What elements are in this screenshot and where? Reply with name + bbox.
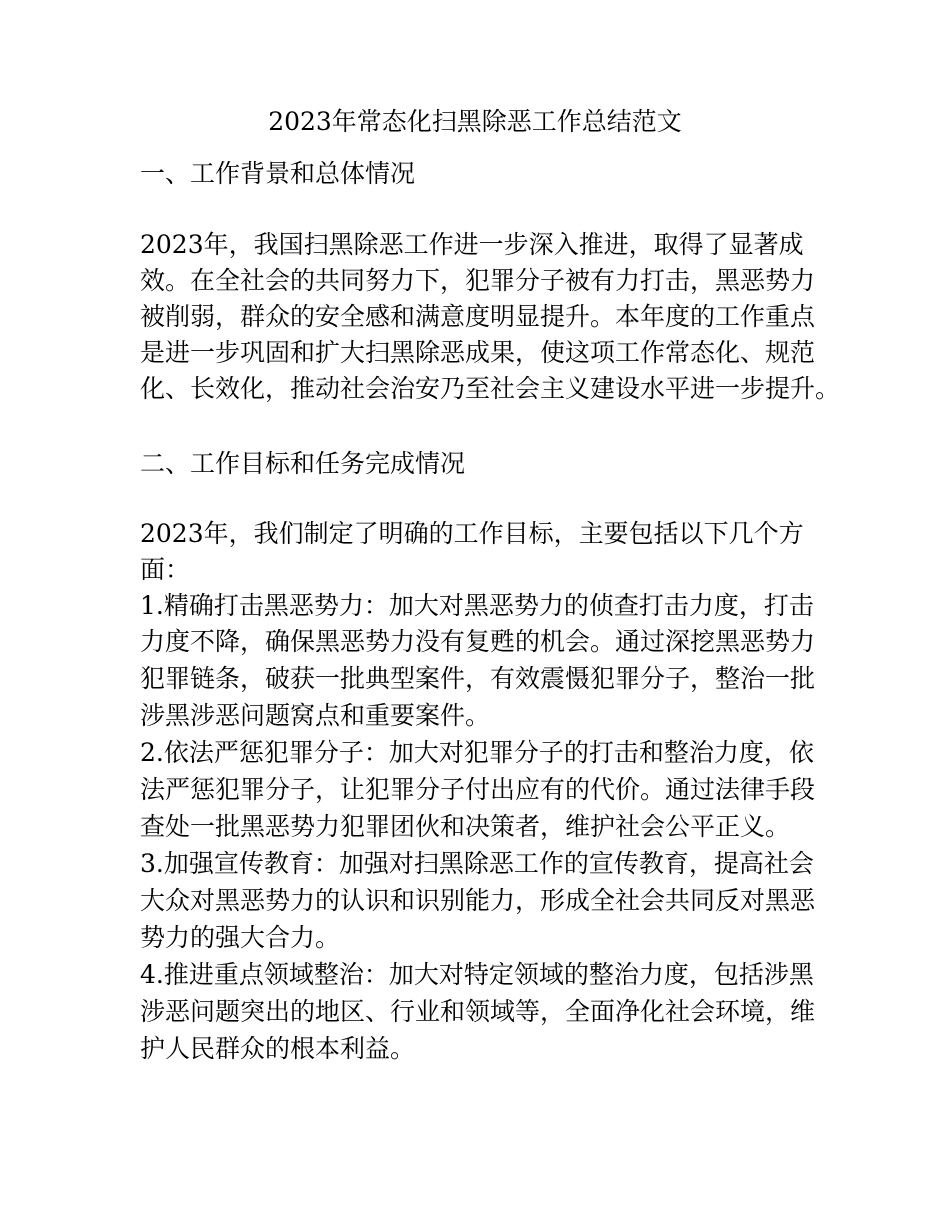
list-item-line: 2.依法严惩犯罪分子：加大对犯罪分子的打击和整治力度，依 <box>140 738 814 767</box>
paragraph-line: 化、长效化，推动社会治安乃至社会主义建设水平进一步提升。 <box>140 374 841 403</box>
section-heading-2: 二、工作目标和任务完成情况 <box>140 449 466 478</box>
list-item-line: 涉黑涉恶问题窝点和重要案件。 <box>140 701 491 730</box>
list-item-line: 4.推进重点领域整治：加大对特定领域的整治力度，包括涉黑 <box>140 960 814 989</box>
list-item-line: 犯罪链条，破获一批典型案件，有效震慑犯罪分子，整治一批 <box>140 664 816 693</box>
paragraph-line: 效。在全社会的共同努力下，犯罪分子被有力打击，黑恶势力 <box>140 266 816 295</box>
paragraph-line: 是进一步巩固和扩大扫黑除恶成果，使这项工作常态化、规范 <box>140 338 816 367</box>
list-item-line: 3.加强宣传教育：加强对扫黑除恶工作的宣传教育，提高社会 <box>140 849 814 878</box>
paragraph-line: 2023年，我们制定了明确的工作目标，主要包括以下几个方 <box>140 519 804 548</box>
paragraph-line: 面： <box>140 555 191 584</box>
list-item-line: 力度不降，确保黑恶势力没有复甦的机会。通过深挖黑恶势力 <box>140 627 816 656</box>
list-item-line: 查处一批黑恶势力犯罪团伙和决策者，维护社会公平正义。 <box>140 812 791 841</box>
section-heading-1: 一、工作背景和总体情况 <box>140 159 416 188</box>
list-item-line: 势力的强大合力。 <box>140 923 341 952</box>
document-title: 2023年常态化扫黑除恶工作总结范文 <box>268 107 682 136</box>
list-item-line: 法严惩犯罪分子，让犯罪分子付出应有的代价。通过法律手段 <box>140 775 816 804</box>
list-item-line: 1.精确打击黑恶势力：加大对黑恶势力的侦查打击力度，打击 <box>140 591 814 620</box>
list-item-line: 护人民群众的根本利益。 <box>140 1034 416 1063</box>
paragraph-line: 2023年，我国扫黑除恶工作进一步深入推进，取得了显著成 <box>140 230 804 259</box>
paragraph-line: 被削弱，群众的安全感和满意度明显提升。本年度的工作重点 <box>140 302 816 331</box>
list-item-line: 大众对黑恶势力的认识和识别能力，形成全社会共同反对黑恶 <box>140 886 816 915</box>
list-item-line: 涉恶问题突出的地区、行业和领域等，全面净化社会环境，维 <box>140 997 816 1026</box>
